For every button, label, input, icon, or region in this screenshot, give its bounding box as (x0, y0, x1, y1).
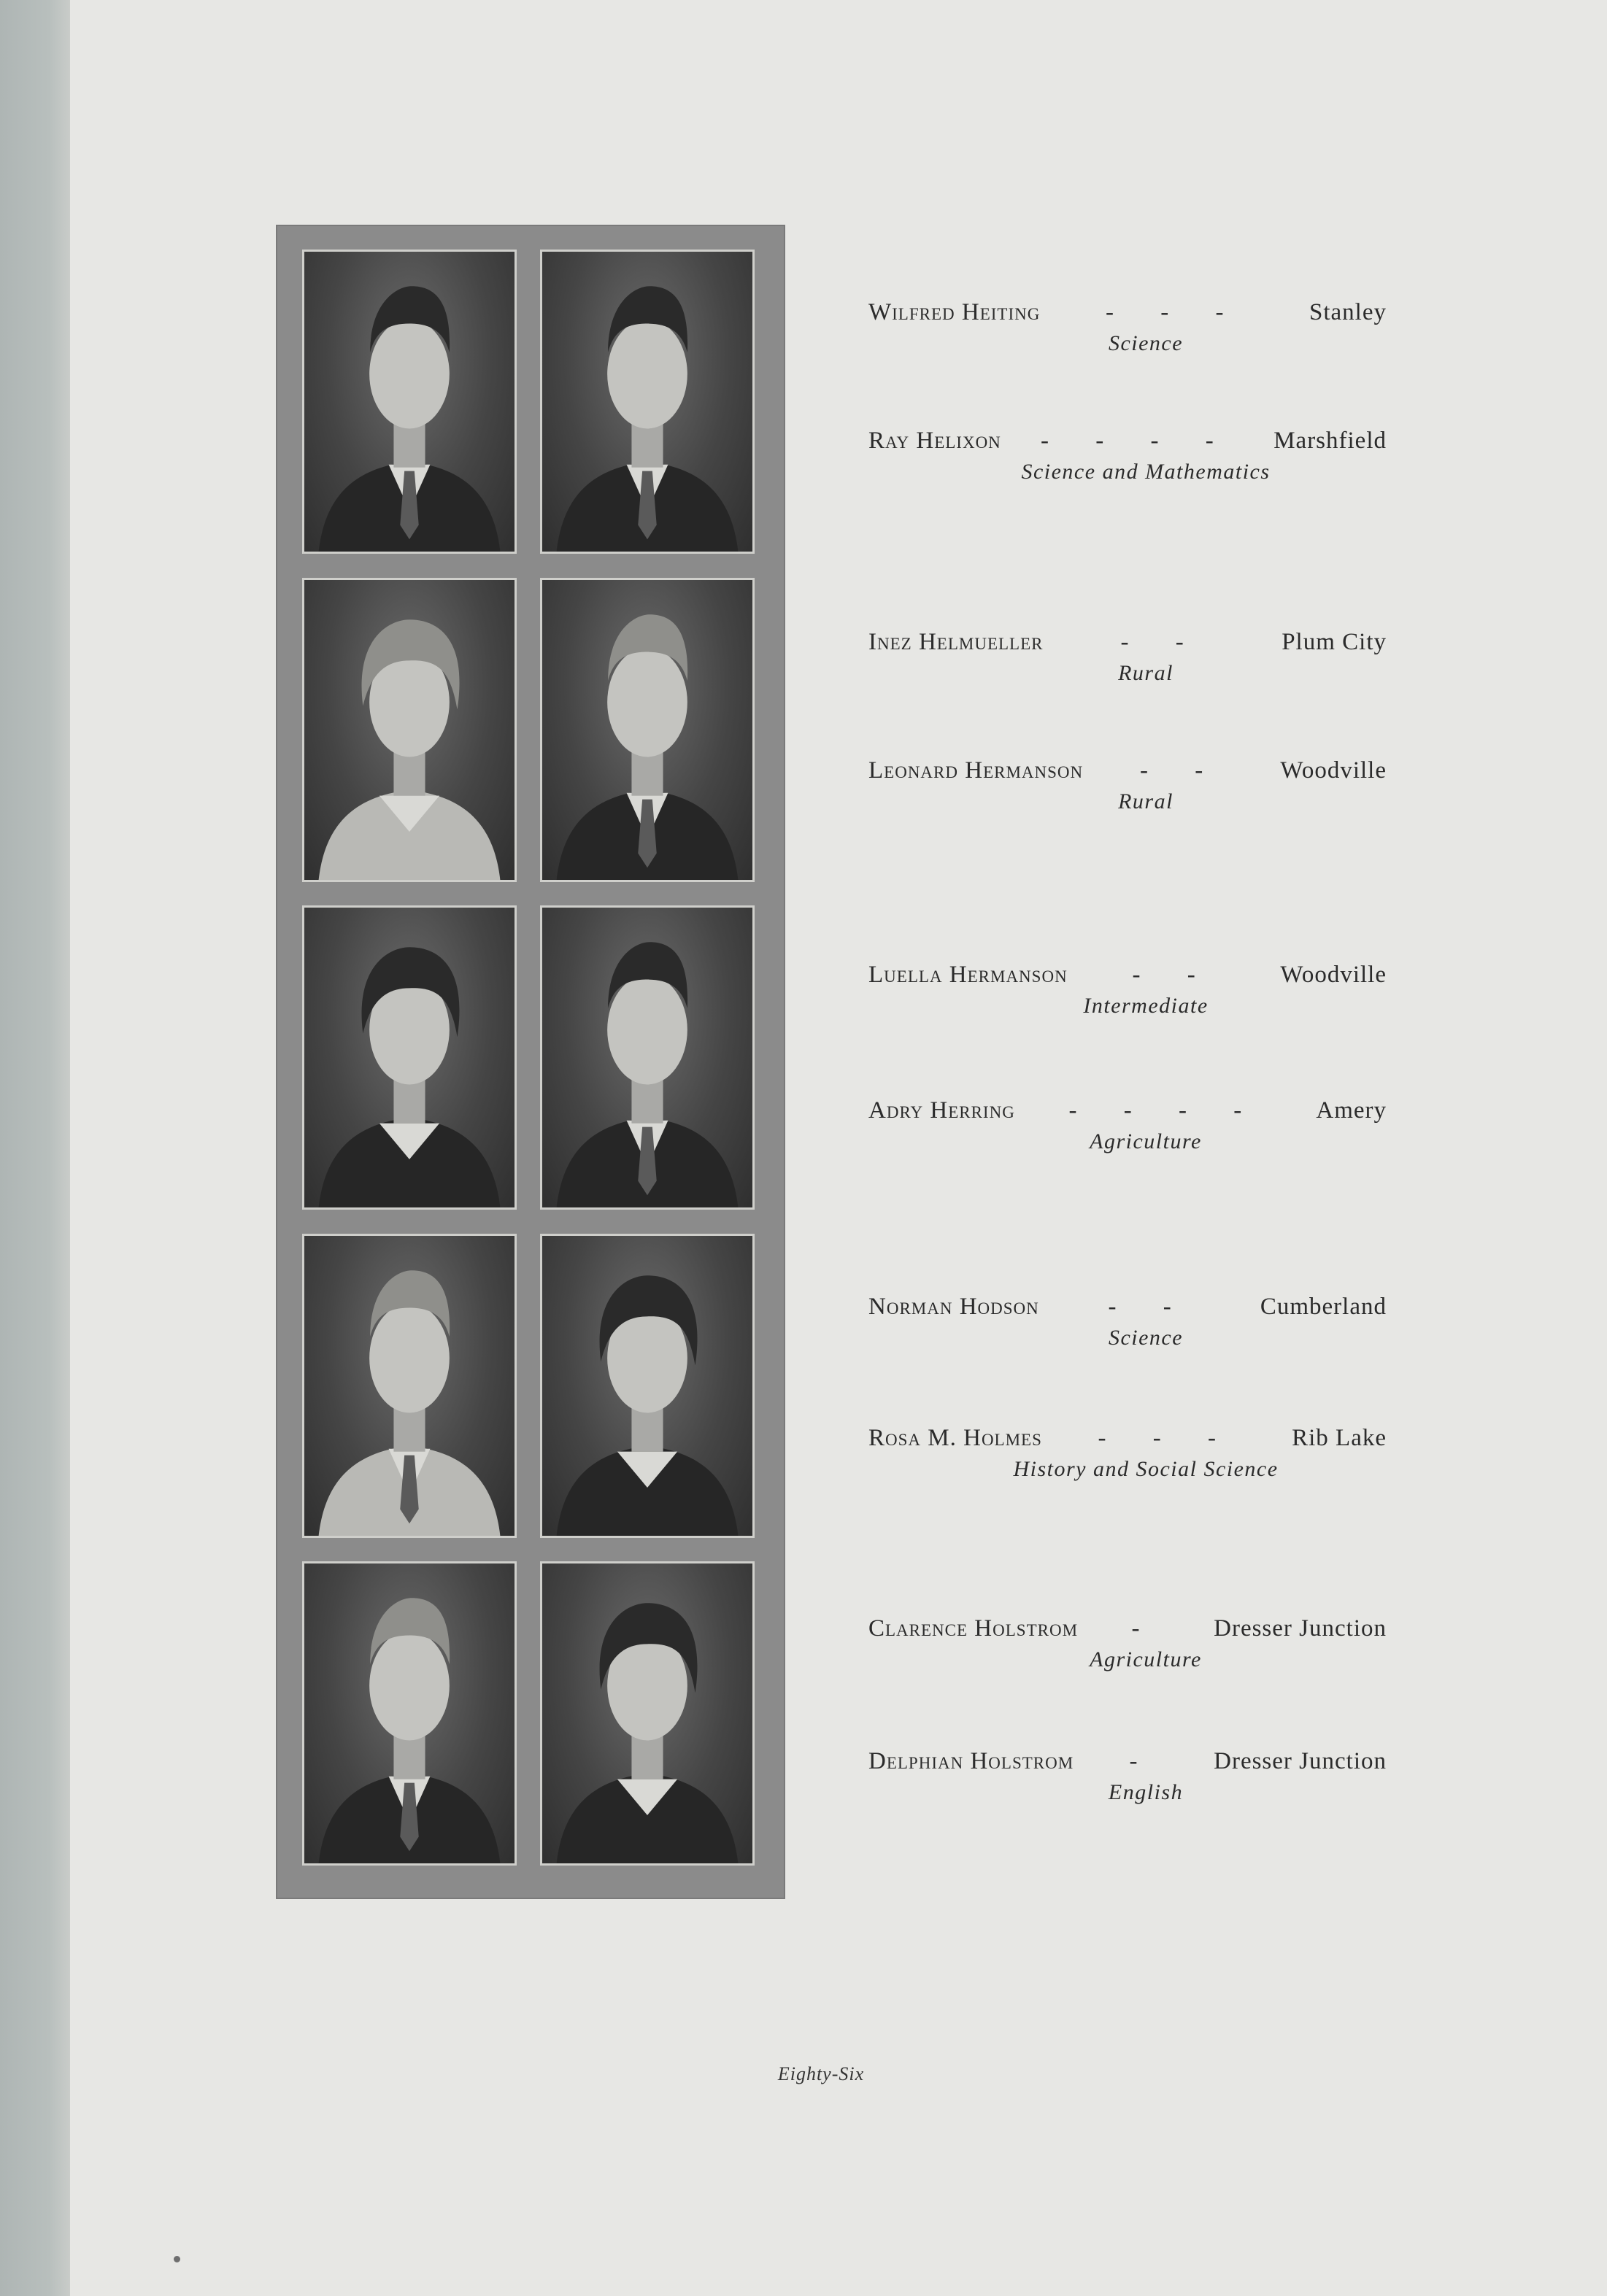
student-entry (868, 1294, 1387, 1359)
home-town: Cumberland (1260, 1294, 1387, 1320)
entry-name-line (868, 428, 1387, 460)
student-entry (868, 629, 1387, 695)
course-of-study: Rural (1118, 789, 1174, 813)
portrait-photo (302, 578, 517, 882)
entry-name-line (868, 1097, 1387, 1129)
entry-name-line (868, 1294, 1387, 1326)
leader-dashes: - (1131, 1615, 1160, 1642)
student-name: Clarence Holstrom (868, 1615, 1079, 1642)
student-entry (868, 428, 1387, 493)
student-name: Ray Helixon (868, 428, 1001, 454)
student-name: Leonard Hermanson (868, 757, 1084, 784)
course-of-study: History and Social Science (1013, 1457, 1279, 1481)
book-spine-edge (0, 0, 70, 2296)
portrait-photo (302, 905, 517, 1210)
student-entry (868, 757, 1387, 823)
home-town: Dresser Junction (1214, 1615, 1387, 1642)
student-name: Norman Hodson (868, 1294, 1039, 1320)
course-of-study: Rural (1118, 661, 1174, 685)
home-town: Woodville (1280, 962, 1387, 988)
home-town: Dresser Junction (1214, 1748, 1387, 1774)
leader-dashes: - - - - (1068, 1097, 1263, 1124)
student-entry (868, 1748, 1387, 1814)
student-name: Rosa M. Holmes (868, 1425, 1042, 1451)
course-of-study: Agriculture (1090, 1129, 1202, 1153)
portrait-photo (540, 1561, 755, 1866)
course-of-study: Science and Mathematics (1021, 460, 1271, 484)
student-entry (868, 1097, 1387, 1163)
entry-name-line (868, 757, 1387, 789)
portrait-photo (540, 1234, 755, 1538)
student-entry (868, 962, 1387, 1027)
course-of-study: Science (1108, 331, 1184, 355)
leader-dashes: - - - (1098, 1425, 1236, 1451)
entry-name-line (868, 1425, 1387, 1457)
course-of-study: Intermediate (1083, 994, 1209, 1018)
student-entry (868, 1615, 1387, 1681)
home-town: Woodville (1280, 757, 1387, 784)
student-name: Wilfred Heiting (868, 299, 1041, 325)
home-town: Stanley (1309, 299, 1387, 325)
entry-name-line (868, 629, 1387, 661)
leader-dashes: - - (1132, 962, 1216, 988)
student-name: Delphian Holstrom (868, 1748, 1074, 1774)
leader-dashes: - - - - (1041, 428, 1234, 454)
course-of-study: Science (1108, 1326, 1184, 1350)
student-name: Adry Herring (868, 1097, 1015, 1124)
portrait-photo (540, 250, 755, 554)
leader-dashes: - - - (1106, 299, 1244, 325)
leader-dashes: - - (1140, 757, 1224, 784)
student-entry (868, 1425, 1387, 1491)
portrait-photo (540, 905, 755, 1210)
page-number: Eighty-Six (777, 2063, 865, 2084)
student-entry (868, 299, 1387, 365)
course-of-study: English (1108, 1780, 1184, 1804)
student-name: Luella Hermanson (868, 962, 1068, 988)
home-town: Plum City (1282, 629, 1387, 655)
portrait-photo (540, 578, 755, 882)
portrait-photo (302, 1561, 517, 1866)
leader-dashes: - - (1120, 629, 1204, 655)
home-town: Rib Lake (1292, 1425, 1387, 1451)
home-town: Amery (1316, 1097, 1387, 1124)
leader-dashes: - - (1108, 1294, 1192, 1320)
portrait-photo (302, 250, 517, 554)
home-town: Marshfield (1273, 428, 1387, 454)
portrait-photo (302, 1234, 517, 1538)
entry-name-line (868, 962, 1387, 994)
portrait-panel (276, 225, 785, 1899)
paper-speck (174, 2256, 180, 2262)
entry-name-line (868, 299, 1387, 331)
entry-name-line (868, 1748, 1387, 1780)
course-of-study: Agriculture (1090, 1647, 1202, 1671)
entry-name-line (868, 1615, 1387, 1647)
leader-dashes: - (1129, 1748, 1158, 1774)
student-name: Inez Helmueller (868, 629, 1044, 655)
